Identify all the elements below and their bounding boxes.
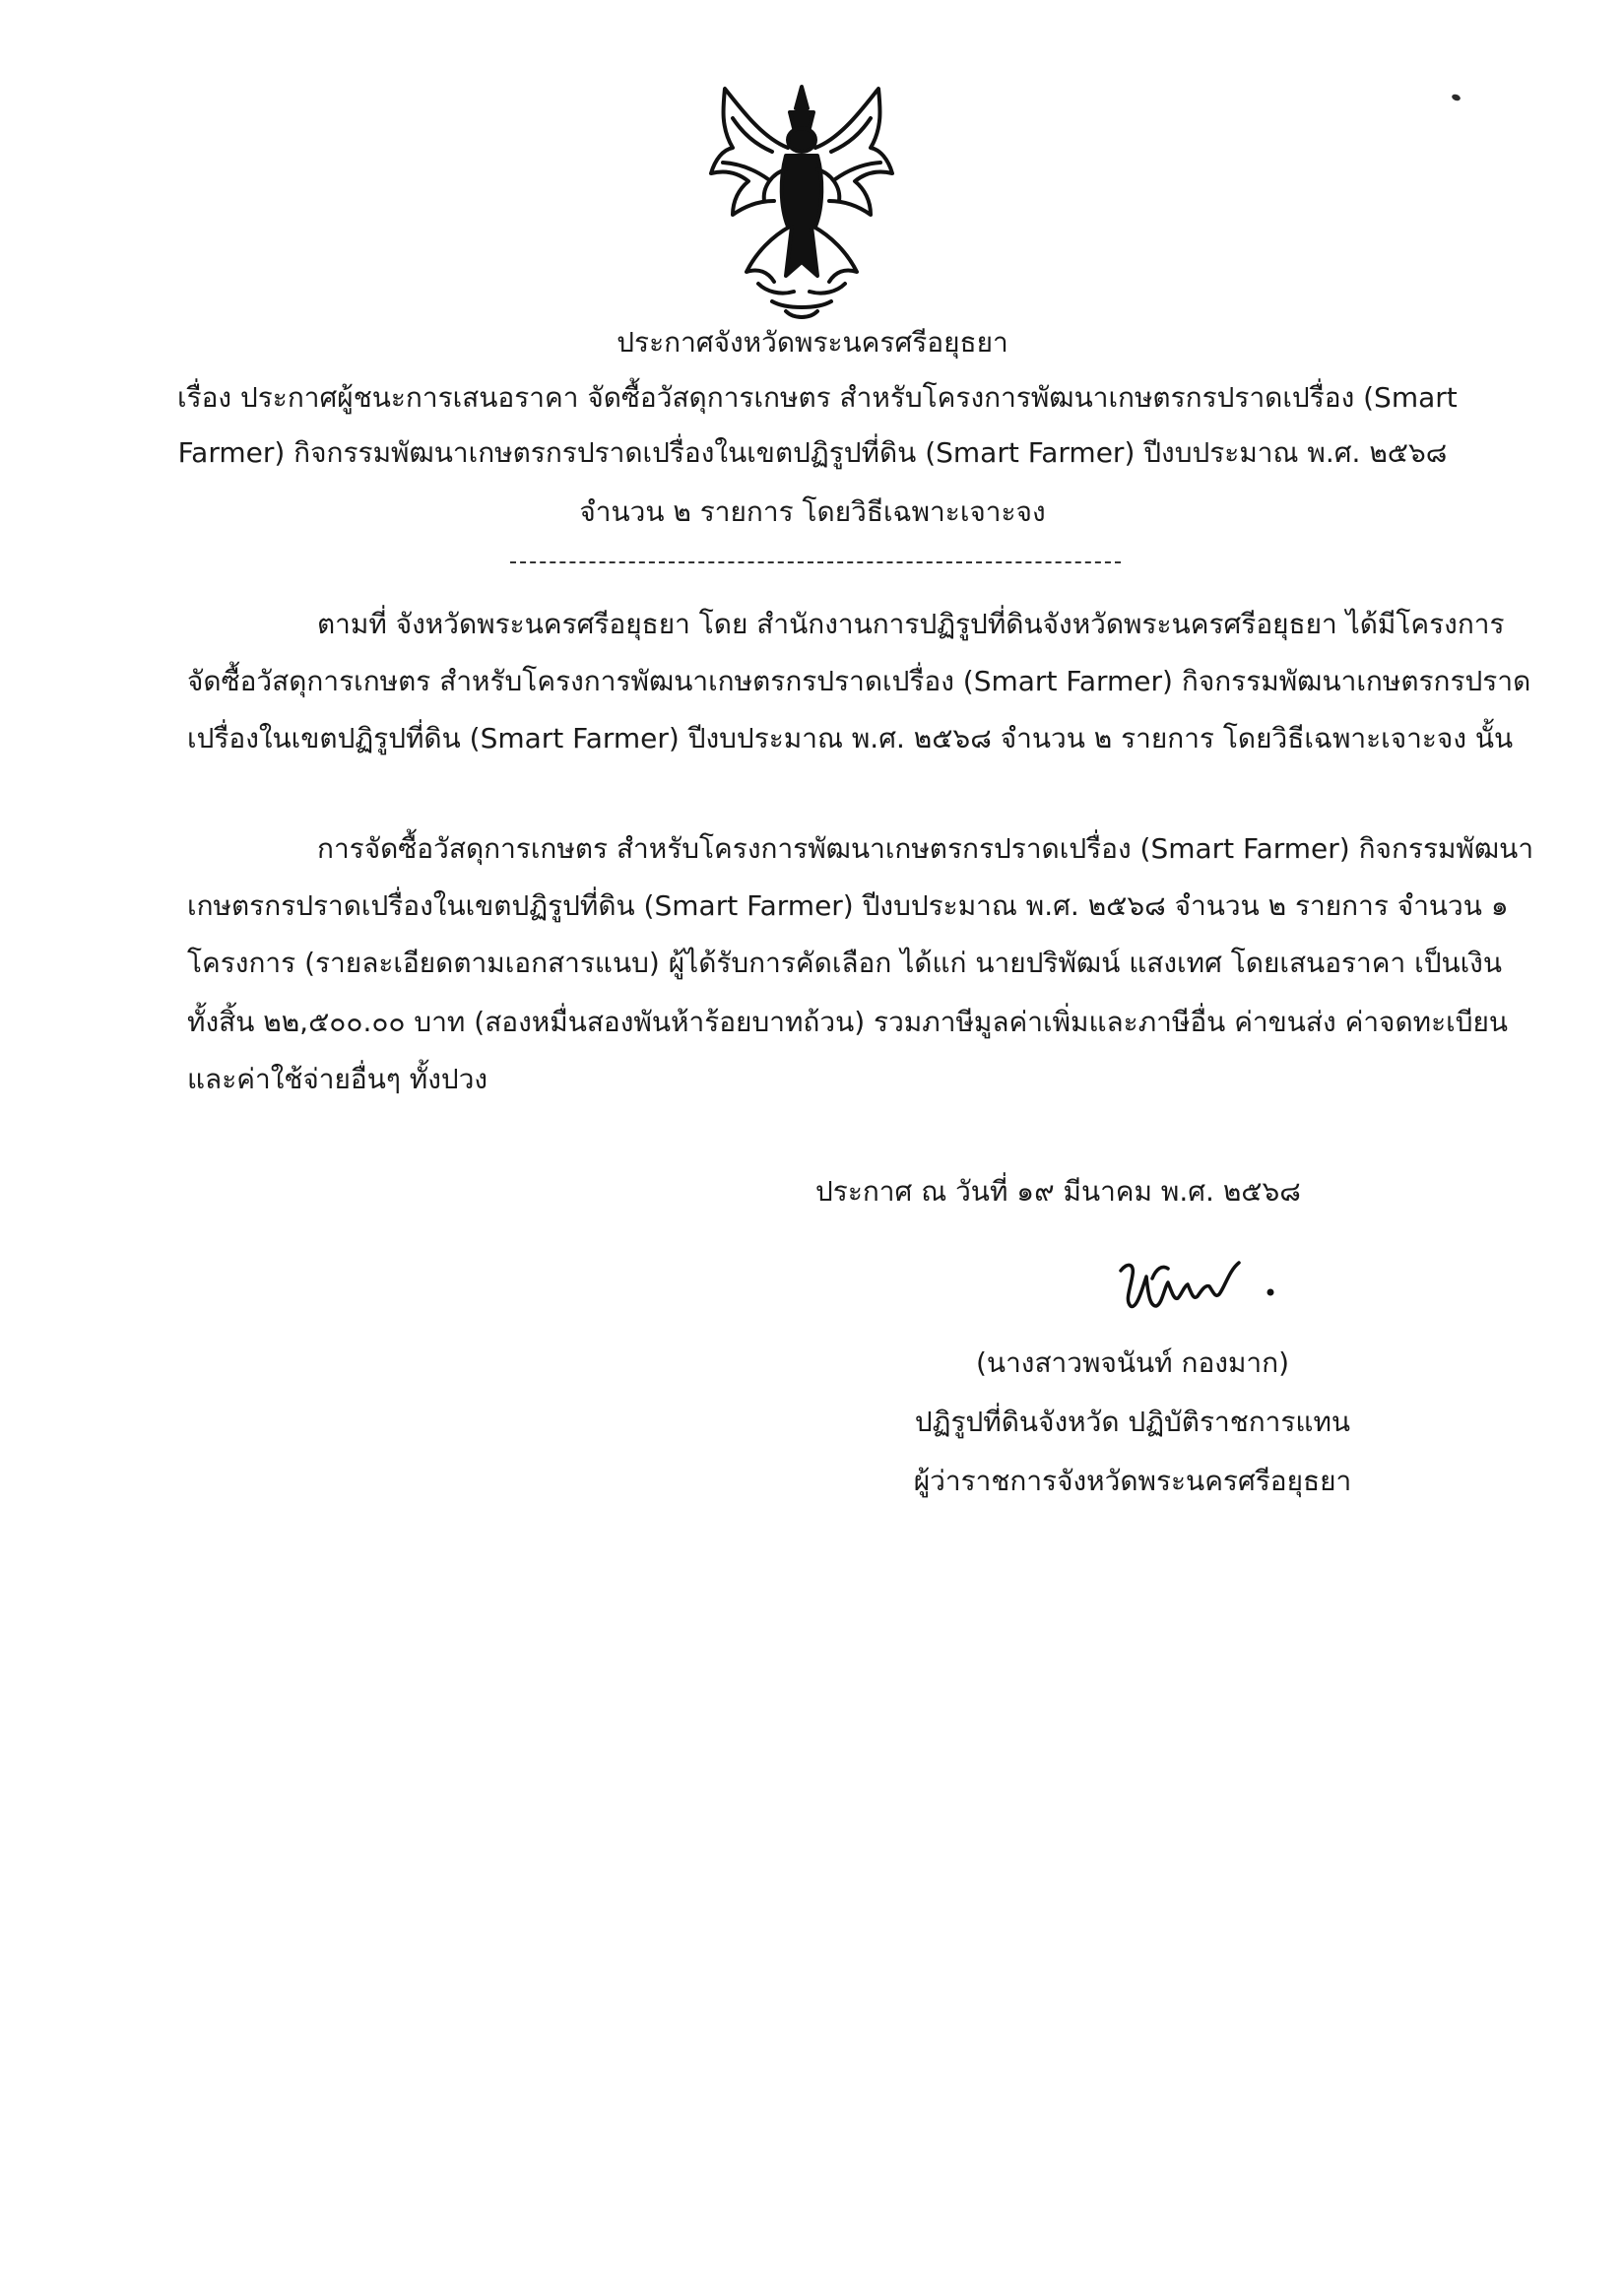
paragraph-2-line-3: โครงการ (รายละเอียดตามเอกสารแนบ) ผู้ได้รับการคัดเลือก ได้แก่ นายปริพัฒน์ แสงเทศ โดยเสนอราคา เป็นเงิน xyxy=(187,947,1502,979)
handwritten-signature xyxy=(1113,1249,1280,1318)
subject-line-2: Farmer) กิจกรรมพัฒนาเกษตรกรปราดเปรื่องในเขตปฏิรูปที่ดิน (Smart Farmer) ปีงบประมาณ พ.ศ. ๒๕๖๘ xyxy=(177,436,1448,469)
scan-speck xyxy=(1451,94,1462,102)
section-divider xyxy=(510,561,1121,563)
signatory-name: (นางสาวพจนันท์ กองมาก) xyxy=(976,1346,1289,1379)
paragraph-2-line-1: การจัดซื้อวัสดุการเกษตร สำหรับโครงการพัฒนาเกษตรกรปราดเปรื่อง (Smart Farmer) กิจกรรมพัฒนา xyxy=(317,832,1534,865)
subject-line-1: เรื่อง ประกาศผู้ชนะการเสนอราคา จัดซื้อวัสดุการเกษตร สำหรับโครงการพัฒนาเกษตรกรปราดเปรื่อง (Smart xyxy=(177,381,1458,414)
garuda-emblem-icon xyxy=(703,79,900,325)
signatory-title-2: ผู้ว่าราชการจังหวัดพระนครศรีอยุธยา xyxy=(913,1465,1352,1497)
paragraph-1-line-3: เปรื่องในเขตปฏิรูปที่ดิน (Smart Farmer) ปีงบประมาณ พ.ศ. ๒๕๖๘ จำนวน ๒ รายการ โดยวิธีเฉพาะเจาะจง นั้น xyxy=(187,722,1514,754)
signatory-title-1: ปฏิรูปที่ดินจังหวัด ปฏิบัติราชการแทน xyxy=(914,1406,1351,1438)
paragraph-2-line-5: และค่าใช้จ่ายอื่นๆ ทั้งปวง xyxy=(187,1063,488,1095)
paragraph-2-line-4: ทั้งสิ้น ๒๒,๕๐๐.๐๐ บาท (สองหมื่นสองพันห้าร้อยบาทถ้วน) รวมภาษีมูลค่าเพิ่มและภาษีอื่น ค่าขนส่ง ค่าจดทะเบียน xyxy=(187,1006,1509,1038)
document-authority: ประกาศจังหวัดพระนครศรีอยุธยา xyxy=(617,326,1008,359)
paragraph-2-line-2: เกษตรกรปราดเปรื่องในเขตปฏิรูปที่ดิน (Smart Farmer) ปีงบประมาณ พ.ศ. ๒๕๖๘ จำนวน ๒ รายการ จำนวน ๑ xyxy=(187,889,1509,922)
announcement-date: ประกาศ ณ วันที่ ๑๙ มีนาคม พ.ศ. ๒๕๖๘ xyxy=(815,1175,1301,1208)
subject-line-3: จำนวน ๒ รายการ โดยวิธีเฉพาะเจาะจง xyxy=(579,495,1046,528)
paragraph-1-line-2: จัดซื้อวัสดุการเกษตร สำหรับโครงการพัฒนาเกษตรกรปราดเปรื่อง (Smart Farmer) กิจกรรมพัฒนาเกษตรกรปราด xyxy=(187,665,1531,697)
paragraph-1-line-1: ตามที่ จังหวัดพระนครศรีอยุธยา โดย สำนักงานการปฏิรูปที่ดินจังหวัดพระนครศรีอยุธยา ได้มีโครงการ xyxy=(317,608,1505,640)
